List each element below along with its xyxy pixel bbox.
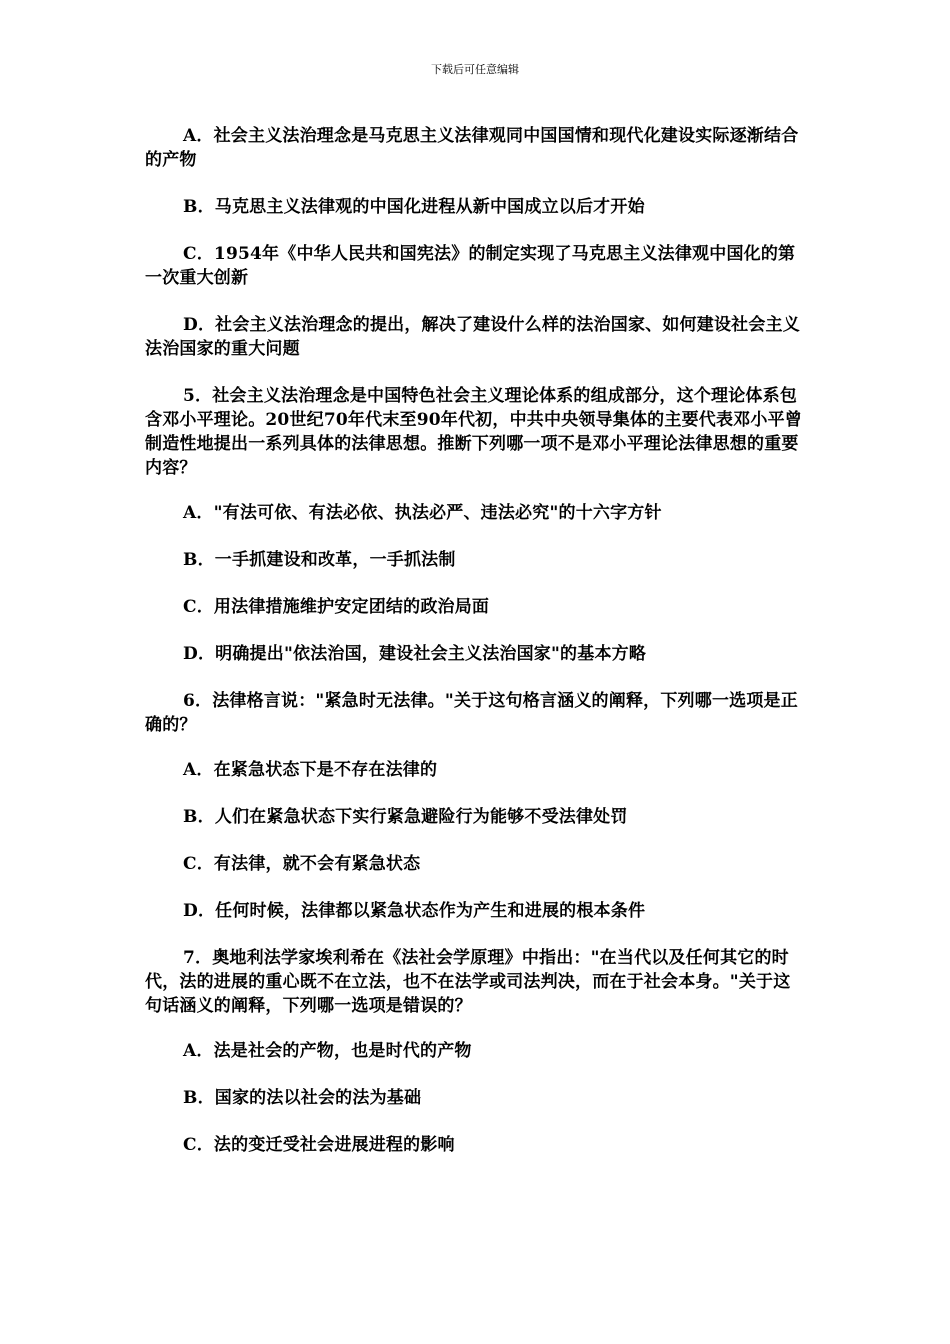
answer-option: D．社会主义法治理念的提出，解决了建设什么样的法治国家、如何建设社会主义法治国家的重大问题 bbox=[145, 315, 800, 359]
answer-option: D．明确提出"依法治国，建设社会主义法治国家"的基本方略 bbox=[183, 644, 647, 664]
answer-option: A．在紧急状态下是不存在法律的 bbox=[183, 760, 438, 780]
answer-option: C．用法律措施维护安定团结的政治局面 bbox=[183, 597, 490, 617]
answer-option: A．"有法可依、有法必依、执法必严、违法必究"的十六字方针 bbox=[183, 503, 662, 523]
page-header: 下载后可任意编辑 bbox=[431, 63, 519, 76]
answer-option: C．有法律，就不会有紧急状态 bbox=[183, 854, 421, 874]
question-stem: 6．法律格言说："紧急时无法律。"关于这句格言涵义的阐释，下列哪一选项是正确的？ bbox=[145, 691, 798, 735]
answer-option: A．社会主义法治理念是马克思主义法律观同中国国情和现代化建设实际逐渐结合的产物 bbox=[145, 126, 799, 170]
answer-option: C．1954年《中华人民共和国宪法》的制定实现了马克思主义法律观中国化的第一次重大创新 bbox=[145, 244, 796, 288]
answer-option: B．一手抓建设和改革，一手抓法制 bbox=[183, 550, 456, 570]
document-body bbox=[145, 124, 807, 1180]
question-stem: 7．奥地利法学家埃利希在《法社会学原理》中指出："在当代以及任何其它的时代，法的进展的重心既不在立法，也不在法学或司法判决，而在于社会本身。"关于这句话涵义的阐释，下列哪一选项是错误的？ bbox=[145, 948, 791, 1016]
question-stem: 5．社会主义法治理念是中国特色社会主义理论体系的组成部分，这个理论体系包含邓小平理论。20世纪70年代末至90年代初，中共中央领导集体的主要代表邓小平曾制造性地提出一系列具体的法律思想。推断下列哪一项不是邓小平理论法律思想的重要内容？ bbox=[145, 386, 802, 478]
answer-option: B．马克思主义法律观的中国化进程从新中国成立以后才开始 bbox=[183, 197, 645, 217]
answer-option: A．法是社会的产物，也是时代的产物 bbox=[183, 1041, 472, 1061]
answer-option: B．人们在紧急状态下实行紧急避险行为能够不受法律处罚 bbox=[183, 807, 628, 827]
answer-option: C．法的变迁受社会进展进程的影响 bbox=[183, 1135, 455, 1155]
answer-option: B．国家的法以社会的法为基础 bbox=[183, 1088, 422, 1108]
answer-option: D．任何时候，法律都以紧急状态作为产生和进展的根本条件 bbox=[183, 901, 646, 921]
